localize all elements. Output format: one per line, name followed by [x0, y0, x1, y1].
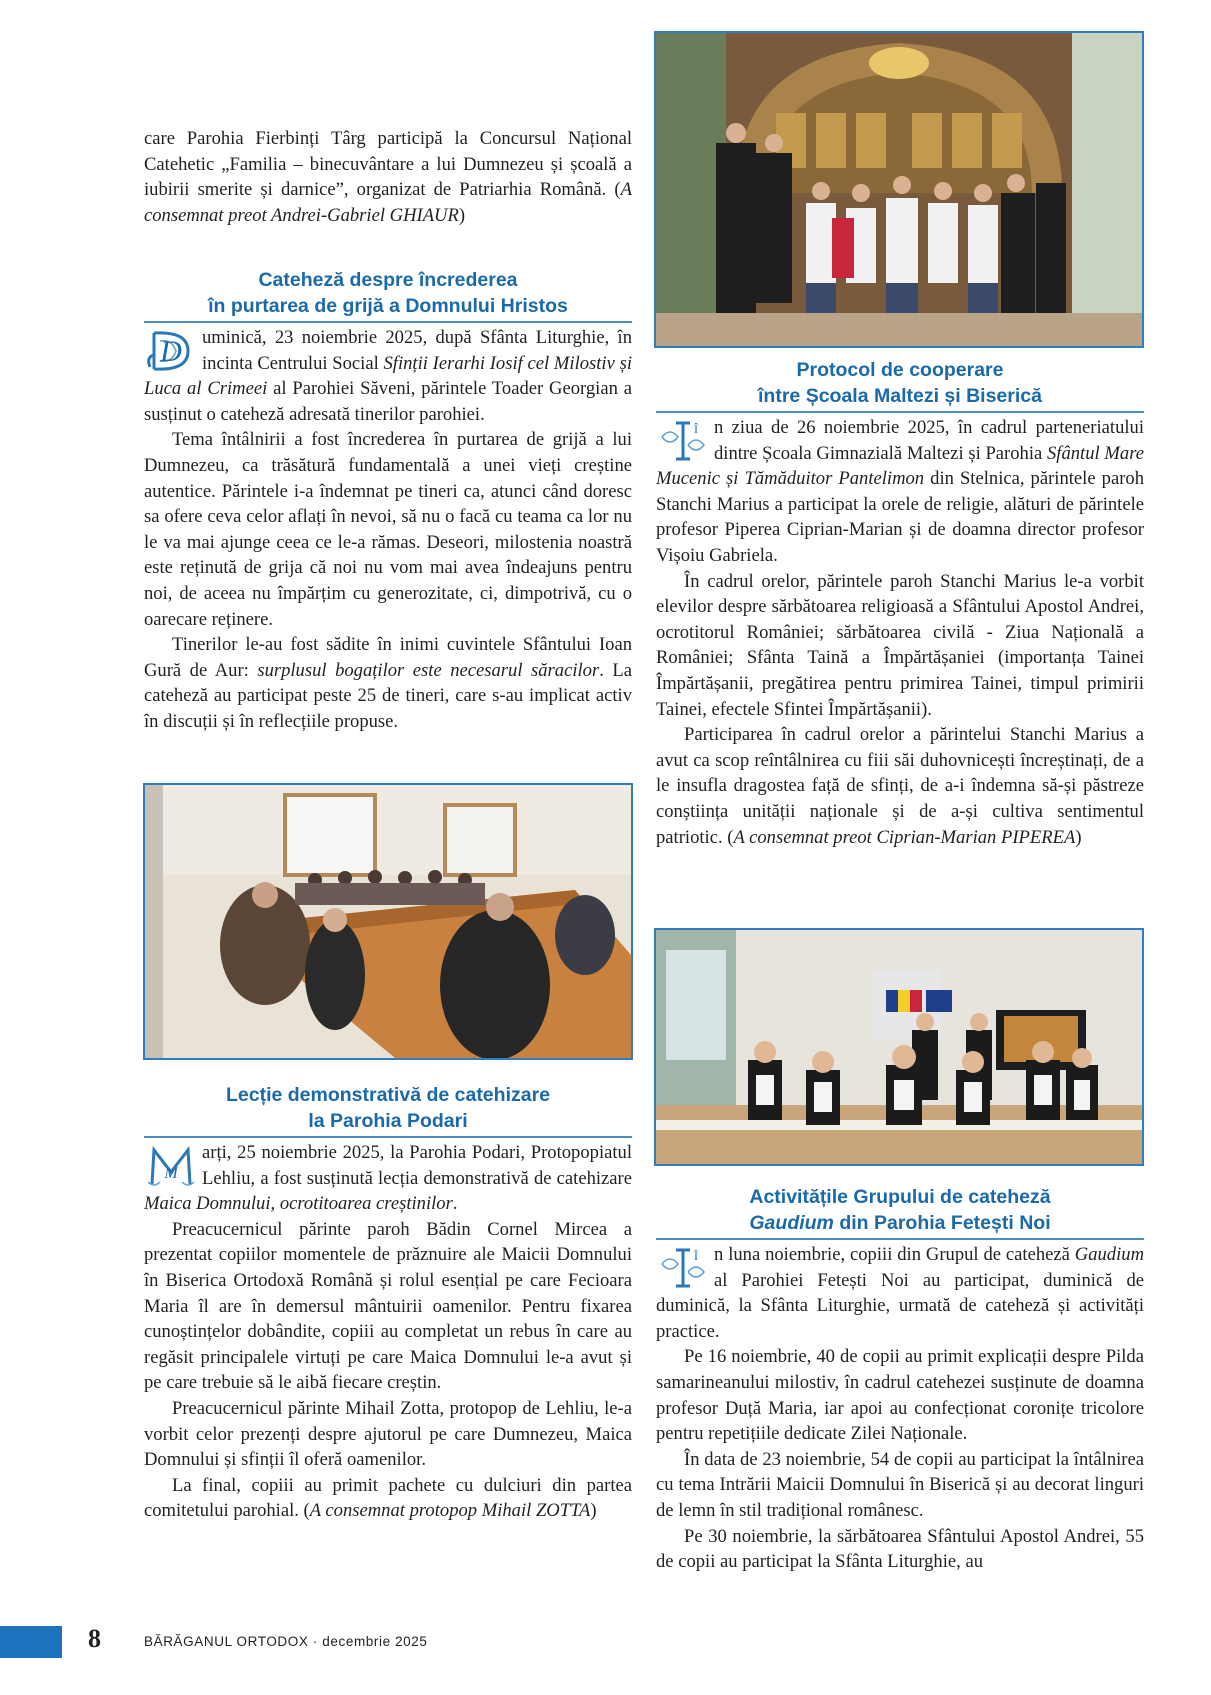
- title-rule: [144, 1136, 632, 1138]
- svg-text:M: M: [164, 1165, 178, 1182]
- photo-church-group: [654, 31, 1144, 348]
- title-rule: [144, 321, 632, 323]
- title-rule: [656, 411, 1144, 413]
- article-title: Activitățile Grupului de cateheză Gaudium din Parohia Fetești Noi: [749, 1186, 1051, 1234]
- article-title: Cateheză despre încrederea în purtarea de grijă a Domnului Hristos: [208, 269, 568, 317]
- photo-classroom: [654, 928, 1144, 1166]
- article-body: Î n luna noiembrie, copiii din Grupul de cateheză Gaudium al Parohiei Fetești Noi au participat, duminică de duminică, la Sfânta Liturghie, urmată de cateheză și activități practice. Pe 16 noiembrie, 40 de copii au primit explicații despre Pilda samarineanului milostiv, în cadrul catehezei susținute de doamna profesor Duță Maria, iar apoi au confecționat coronițe tricolore pentru repetițiile dedicate Zilei Naționale. În data de 23 noiembrie, 54 de copii au participat la întâlnirea cu tema Intrării Maicii Domnului în Biserică și au decorat linguri de lemn în stil tradițional românesc. Pe 30 noiembrie, la sărbătoarea Sfântului Apostol Andrei, 55 de copii au participat la Sfânta Liturghie, au: [656, 1244, 1144, 1573]
- dropcap-m-icon: [144, 1142, 198, 1190]
- title-rule: [656, 1238, 1144, 1240]
- dropcap-i-icon: [656, 1244, 710, 1292]
- dropcap-i-icon: [656, 417, 710, 465]
- article-title: Lecție demonstrativă de catehizare la Parohia Podari: [225, 1084, 551, 1132]
- article-body: Î n ziua de 26 noiembrie 2025, în cadrul parteneriatului dintre Școala Gimnazială Maltezi și Parohia Sfântul Mare Mucenic și Tămăduitor Pantelimon din Stelnica, părintele paroh Stanchi Marius a participat la orele de religie, alături de părintele profesor Piperea Ciprian-Marian și de doamna director profesor Vișoiu Gabriela. În cadrul orelor, părintele paroh Stanchi Marius le-a vorbit elevilor despre sărbătoarea religioasă a Sfântului Apostol Andrei, ocrotitorul României; sărbătoarea civilă - Ziua Națională a României; Sfânta Taină a Împărtășaniei (importanța Tainei Împărtășanii, pregătirea pentru primirea Tainei, timpul primirii Tainei, efectele Sfintei Împărtășanii). Participarea în cadrul orelor a părintelui Stanchi Marius a avut ca scop reîntâlnirea cu fiii săi duhovnicești încreștinați, de a le insufla dragostea față de sfinți, de a-i îndemna să-și păstreze conștiința unității naționale și de a-și cultiva sentimentul patriotic. (A consemnat preot Ciprian-Marian PIPEREA): [656, 417, 1144, 848]
- page-number: 8: [88, 1624, 101, 1653]
- svg-text:Î: Î: [694, 1249, 698, 1263]
- svg-text:D: D: [160, 335, 182, 368]
- svg-text:Î: Î: [694, 422, 698, 436]
- dropcap-d-icon: [144, 327, 198, 375]
- footer-accent-bar: [0, 1626, 62, 1658]
- article-body: D uminică, 23 noiembrie 2025, după Sfânta Liturghie, în incinta Centrului Social Sfinții Ierarhi Iosif cel Milostiv și Luca al Crimeei al Parohiei Săveni, părintele Toader Georgian a susținut o cateheză adresată tinerilor parohiei. Tema întâlnirii a fost încrederea în purtarea de grijă a lui Dumnezeu, ca trăsătură fundamentală a unei vieți creștine autentice. Părintele i-a îndemnat pe tineri ca, atunci când doresc sa ofere ceva celor aflați în nevoi, să nu o facă cu teama ca lor nu le va mai ajunge ceea ce le-a rămas. Deseori, milostenia noastră este reținută de grija că noi nu vom mai avea îndeajuns pentru noi, de aceea nu împărțim cu generozitate, ci, dimpotrivă, cu o oarecare reținere. Tinerilor le-au fost sădite în inimi cuvintele Sfântului Ioan Gură de Aur: surplusul bogaților este necesarul săracilor. La cateheză au participat peste 25 de tineri, care s-au implicat activ în discuții și în reflecțiile propuse.: [144, 327, 632, 732]
- intro-paragraph: care Parohia Fierbinți Târg participă la Concursul Național Catehetic „Familia – binecuvântare a lui Dumnezeu și școală a iubirii smerite și darnice”, organizat de Patriarhia Română. (A consemnat preot Andrei-Gabriel GHIAUR): [144, 128, 632, 226]
- article-body: M arți, 25 noiembrie 2025, la Parohia Podari, Protopopiatul Lehliu, a fost susținută lecția demonstrativă de catehizare Maica Domnului, ocrotitoarea creștinilor. Preacucernicul părinte paroh Bădin Cornel Mircea a prezentat copiilor momentele de prăznuire ale Maicii Domnului în Biserica Ortodoxă Română și rolul esențial pe care Fecioara Maria îl are în demersul mântuirii oamenilor. Pentru fixarea cunoștințelor dobândite, copiii au completat un rebus în care au regăsit principalele virtuți pe care Maica Domnului le-a avut și pe care trebuie să le aibă fiecare creștin. Preacucernicul părinte Mihail Zotta, protopop de Lehliu, le-a vorbit celor prezenți despre ajutorul pe care Dumnezeu, Maica Domnului și sfinții îl oferă oamenilor. La final, copiii au primit pachete cu dulciuri din partea comitetului parohial. (A consemnat protopop Mihail ZOTTA): [144, 1142, 632, 1522]
- article-title: Protocol de cooperare între Școala Maltezi și Biserică: [758, 359, 1042, 407]
- footer-publication: BĂRĂGANUL ORTODOX · decembrie 2025: [144, 1634, 428, 1649]
- photo-catechesis-meeting: [143, 783, 633, 1060]
